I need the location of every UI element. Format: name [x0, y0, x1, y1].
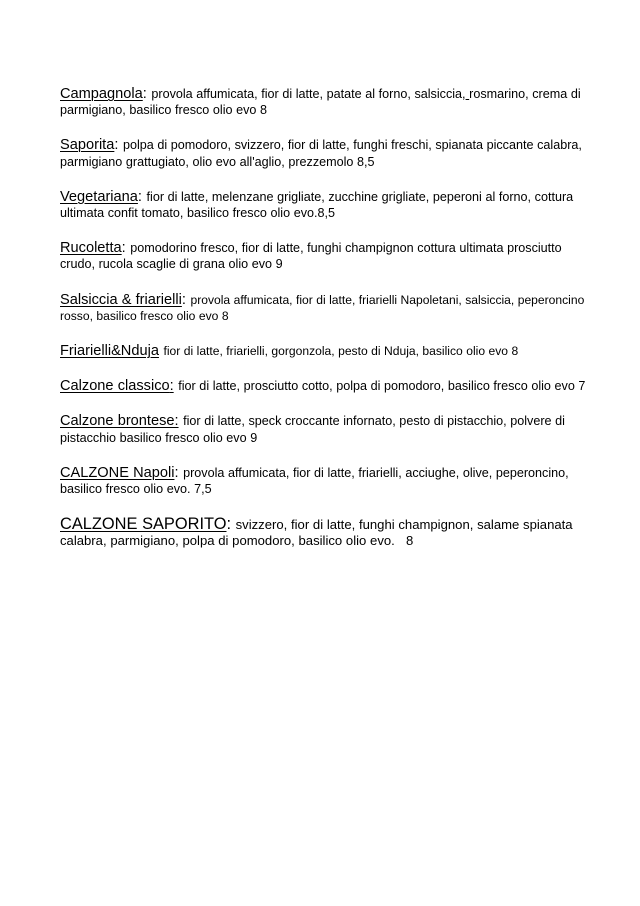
- menu-item-description: fior di latte, melenzane grigliate, zucchine grigliate, peperoni al forno, cottura ultimata confit tomato, basilico fresco olio evo.8,5: [60, 189, 574, 221]
- menu-item-description-cont: rosmarino, crema di parmigiano, basilico fresco olio evo 8: [60, 87, 581, 118]
- menu-item-name: CALZONE SAPORITO: [60, 515, 227, 534]
- menu-item-separator: :: [181, 291, 186, 308]
- menu-item-price-gap: [395, 533, 406, 548]
- menu-item-name: CALZONE Napoli: [60, 464, 175, 481]
- menu-item-description: pomodorino fresco, fior di latte, funghi champignon cottura ultimata prosciutto crudo, rucola scaglie di grana olio evo 9: [60, 241, 562, 272]
- menu-item-name: Calzone brontese: [60, 413, 175, 430]
- menu-item-description: fior di latte, prosciutto cotto, polpa di pomodoro, basilico fresco olio evo 7: [178, 379, 586, 394]
- menu-item-name: Rucoletta: [60, 240, 122, 257]
- menu-item-name: Calzone classico: [60, 378, 170, 395]
- menu-item-name: Campagnola: [60, 86, 143, 102]
- menu-item: [60, 292, 588, 324]
- menu-item-separator: :: [121, 240, 126, 257]
- menu-item-name: Vegetariana: [60, 188, 138, 205]
- menu-item-separator: :: [142, 86, 147, 102]
- menu-item-description: svizzero, fior di latte, funghi champignon, salame spianata calabra, parmigiano, polpa di pomodoro, basilico olio evo.: [60, 517, 573, 549]
- menu-item: [60, 189, 588, 221]
- menu-item: [60, 378, 588, 394]
- menu-item-name: Saporita: [60, 137, 115, 154]
- menu-item-description: polpa di pomodoro, svizzero, fior di latte, funghi freschi, spianata piccante calabra, parmigiano grattugiato, olio evo all'aglio, prezzemolo 8,5: [60, 138, 582, 169]
- menu-item-description: fior di latte, friarielli, gorgonzola, pesto di Nduja, basilico olio evo 8: [163, 344, 519, 359]
- menu-item-separator: :: [174, 413, 179, 430]
- menu-item-description: provola affumicata, fior di latte, friarielli, acciughe, olive, peperoncino, basilico fresco olio evo. 7,5: [60, 465, 569, 497]
- menu-item-name: Salsiccia & friarielli: [60, 291, 182, 308]
- menu-item: [60, 516, 588, 549]
- menu-item: [60, 343, 588, 359]
- menu-item-separator: :: [169, 378, 174, 395]
- menu-item-description: provola affumicata, fior di latte, friarielli Napoletani, salsiccia, peperoncino rosso, basilico fresco olio evo 8: [60, 292, 585, 323]
- menu-item: [60, 137, 588, 169]
- menu-item-separator: :: [226, 515, 232, 534]
- menu-item-price: 8: [406, 533, 414, 549]
- menu-item: [60, 240, 588, 272]
- menu-item-separator: :: [114, 137, 119, 154]
- menu-item-separator: :: [174, 464, 179, 481]
- menu-item-description: fior di latte, speck croccante infornato, pesto di pistacchio, polvere di pistacchio basilico fresco olio evo 9: [60, 414, 565, 445]
- menu-item-separator: :: [137, 188, 142, 205]
- menu-item: [60, 465, 588, 497]
- menu-item: [60, 413, 588, 445]
- menu-item-description: provola affumicata, fior di latte, patate al forno, salsiccia,: [151, 87, 466, 101]
- menu-item: [60, 86, 588, 118]
- menu-item-list: [60, 86, 588, 550]
- menu-item-name: Friarielli&Nduja: [60, 343, 159, 360]
